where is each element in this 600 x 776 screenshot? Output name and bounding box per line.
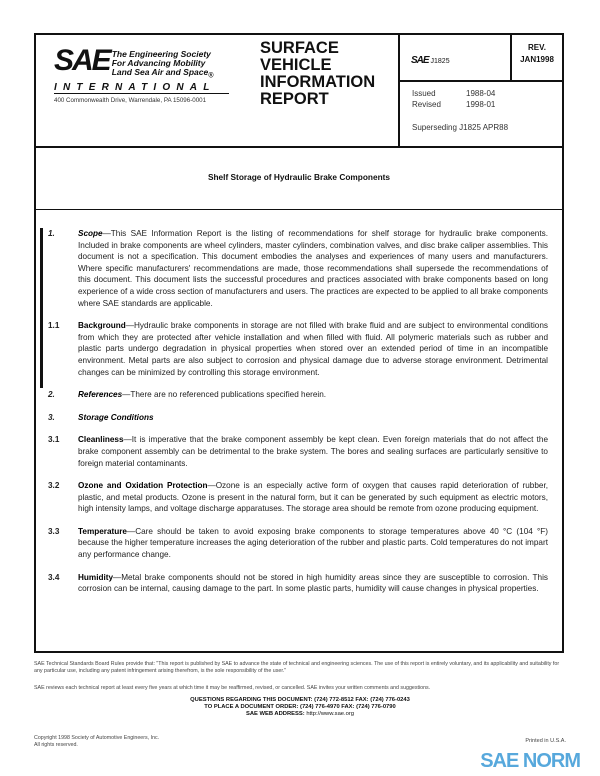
section-text: —There are no referenced publications specified herein. <box>122 390 327 400</box>
international-label: INTERNATIONAL <box>54 82 229 94</box>
tagline-line: Land Sea Air and Space <box>111 67 209 77</box>
printed-in: Printed in U.S.A. <box>525 738 566 744</box>
revised-label: Revised <box>412 100 441 109</box>
copyright-line: Copyright 1998 Society of Automotive Engineers, Inc. <box>34 735 160 741</box>
section-3-2 <box>48 480 548 515</box>
section-1-1 <box>48 320 548 378</box>
report-type-line: REPORT <box>260 90 329 108</box>
divider <box>398 35 400 146</box>
contact-info <box>34 697 566 717</box>
registered-mark: ® <box>208 71 214 80</box>
web-label: SAE WEB ADDRESS: <box>245 710 305 717</box>
section-3 <box>48 412 548 424</box>
section-heading: Ozone and Oxidation Protection <box>78 481 208 491</box>
questions-line: QUESTIONS REGARDING THIS DOCUMENT: (724) 772-8512 FAX: (724) 776-0243 <box>190 697 410 703</box>
copyright <box>34 735 159 749</box>
section-text: —This SAE Information Report is the listing of recommendations for shelf storage for hydraulic brake components. Included in brake components are wheel cylinders, master cylinders, combination valves, and disc brake caliper assemblies. This document is not a specification. This document embodies the analyses and experiences of many users and manufacturers. Where specific manufacturers' recommendations are made, those recommendations shall supersede the recommendations of this document. This document lists the successful procedures and practices associated with brake components based on long experience of a wide cross section of manufacturers and users. The practices are expected to be applied to all brake components where SAE standards are applicable. <box>78 229 548 308</box>
section-heading: Temperature <box>78 526 127 536</box>
address: 400 Commonwealth Drive, Warrendale, PA 15096-0001 <box>54 96 207 104</box>
superseding: Superseding J1825 APR88 <box>412 123 509 132</box>
order-line: TO PLACE A DOCUMENT ORDER: (724) 776-4970 FAX: (724) 776-0790 <box>204 703 396 710</box>
document-frame <box>34 33 564 653</box>
doc-number-text: J1825 <box>430 58 450 65</box>
issued-date: 1988-04 <box>466 89 496 98</box>
web-link[interactable]: http://www.sae.org <box>306 710 355 717</box>
section-number: 2. <box>48 390 55 400</box>
tagline-line: The Engineering Society <box>111 49 211 59</box>
section-3-4 <box>48 572 548 595</box>
report-type <box>260 40 375 108</box>
section-heading: Scope <box>78 229 103 238</box>
section-number: 1.1 <box>48 321 60 331</box>
dates <box>412 88 520 110</box>
sae-logo <box>54 44 229 104</box>
section-number: 3.3 <box>48 526 60 536</box>
section-text: —Hydraulic brake components in storage are not filled with brake fluid and are subject to environmental conditions from which they are protected after vehicle installation and when filled with fluid. All polymeric materials such as rubber and plastic parts undergo degradation in physical properties when stored over an extended period of time in an incompatible environment. Metal parts are also subject to corrosion and physical damage due to adverse storage environment. Detrimental changes can be minimized by controlling this storage environment. <box>78 321 548 377</box>
doc-number <box>411 55 450 66</box>
section-number: 3.4 <box>48 572 60 582</box>
tagline <box>112 50 214 81</box>
divider <box>398 80 562 82</box>
section-1 <box>48 228 548 309</box>
rev-label: REV. <box>528 43 546 52</box>
section-heading: Storage Conditions <box>78 412 154 422</box>
section-text: —Care should be taken to avoid exposing brake components to storage temperatures above 40 °C (104 °F) because the higher temperature increases the aging deterioration of the rubber and plastic parts. Cold temperatures do not impart any performance change. <box>78 526 548 560</box>
section-number: 3.2 <box>48 481 60 491</box>
tagline-line: For Advancing Mobility <box>111 58 206 68</box>
revision <box>512 42 562 66</box>
section-number: 3. <box>48 412 55 422</box>
section-3-1 <box>48 434 548 469</box>
sae-logo-mark: SAE <box>54 44 110 77</box>
policy-note: SAE Technical Standards Board Rules provide that: "This report is published by SAE to advance the state of technical and engineering sciences. The use of this report is entirely voluntary, and its applicability and suitability for any particular use, including any patent infringement arising therefrom, is the sole responsibility of the user." <box>34 661 560 674</box>
section-heading: Background <box>78 321 126 331</box>
rights-line: All rights reserved. <box>34 742 78 748</box>
section-2 <box>48 389 548 401</box>
report-type-line: INFORMATION <box>260 73 376 91</box>
watermark-logo: SAE NORM <box>480 750 580 772</box>
section-heading: References <box>78 390 123 400</box>
report-type-line: VEHICLE <box>260 56 332 74</box>
section-number: 1. <box>48 229 55 238</box>
header <box>36 35 562 148</box>
issued-label: Issued <box>412 89 436 98</box>
document-body <box>48 228 548 606</box>
section-heading: Cleanliness <box>78 435 124 445</box>
section-heading: Humidity <box>78 572 114 582</box>
section-text: —It is imperative that the brake component assembly be kept clean. Even foreign materials that do not affect the brake component assembly can be detrimental to the brake system. The bores and sealing surfaces are particularly sensitive to foreign material contaminants. <box>78 435 548 468</box>
section-3-3 <box>48 526 548 561</box>
revised-date: 1998-01 <box>466 100 496 109</box>
report-type-line: SURFACE <box>260 39 339 57</box>
rev-date: JAN1998 <box>520 55 554 64</box>
sae-small-logo: SAE <box>411 55 429 66</box>
section-number: 3.1 <box>48 435 60 445</box>
document-title: Shelf Storage of Hydraulic Brake Components <box>36 146 562 210</box>
section-text: —Metal brake components should not be stored in high humidity areas since they are susceptible to corrosion. This corrosion can be internal, causing damage to the part. In some plastic parts, humidity will cause changes in physical properties. <box>78 572 548 594</box>
change-bar <box>40 228 43 388</box>
section-text: —Ozone is an especially active form of oxygen that causes rapid deterioration of rubber, plastic, and metal products. Ozone is present in the natural form, but it can be generated by such equipment as electric motors, high intensity lamps, and voltage discharge apparatuses. The storage area should be remote from ozone producing equipment. <box>78 481 549 514</box>
review-note: SAE reviews each technical report at least every five years at which time it may be reaffirmed, revised, or cancelled. SAE invites your written comments and suggestions. <box>34 685 431 691</box>
